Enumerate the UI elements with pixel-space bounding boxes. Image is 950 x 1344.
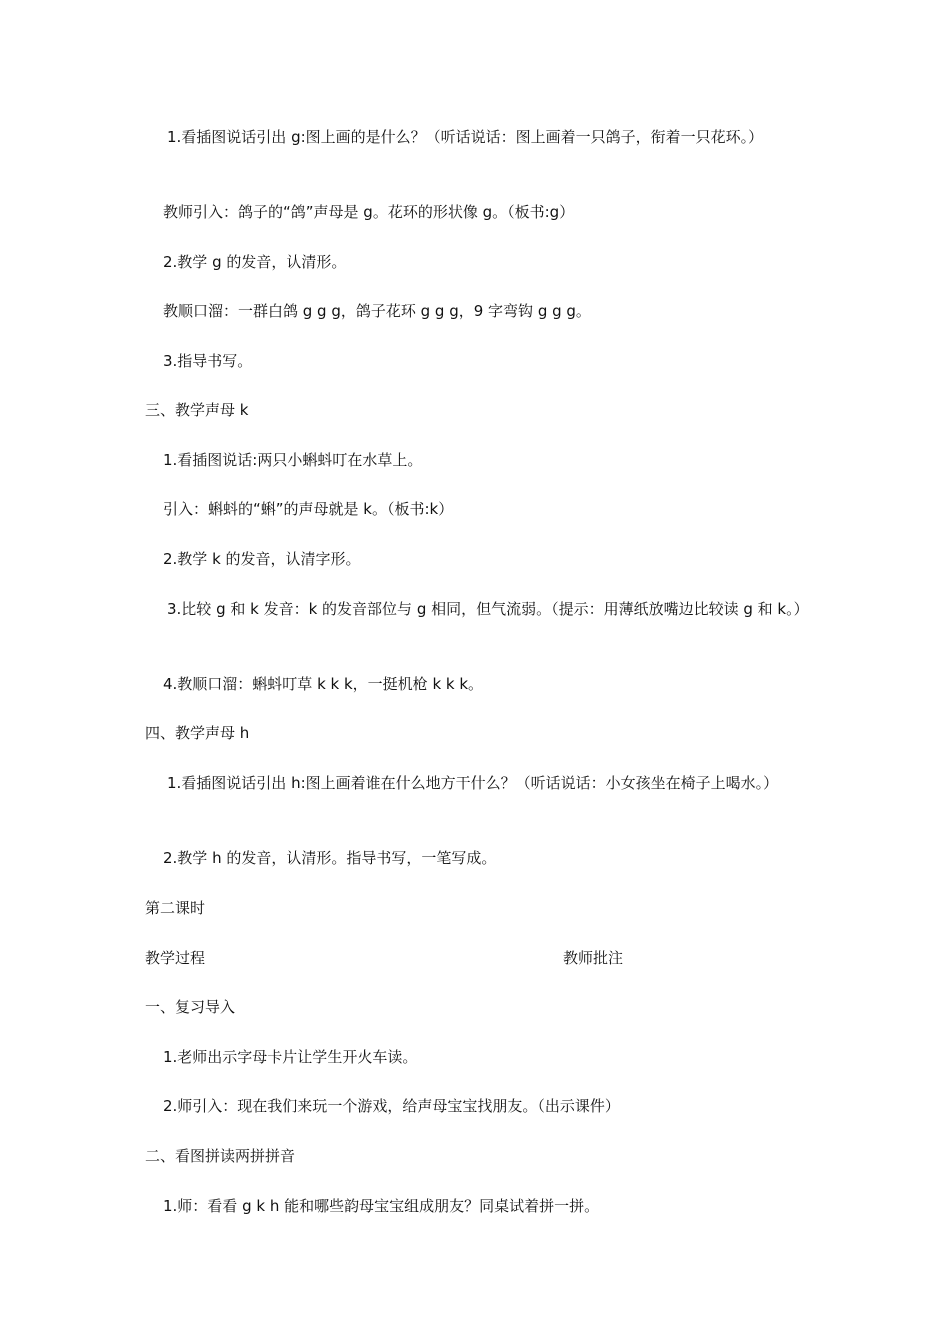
paragraph-12: 2.教学 h 的发音，认清形。指导书写，一笔写成。: [163, 849, 497, 867]
paragraph-10: 4.教顺口溜：蝌蚪叮草 k k k，一挺机枪 k k k。: [163, 675, 484, 693]
paragraph-3: 2.教学 g 的发音，认清形。: [163, 253, 347, 271]
lesson-heading-second: 第二课时: [145, 899, 206, 917]
section-heading-h: 四、教学声母 h: [145, 724, 250, 742]
paragraph-4: 教顺口溜：一群白鸽 g g g，鸽子花环 g g g，9 字弯钩 g g g。: [163, 302, 591, 320]
paragraph-14: 2.师引入：现在我们来玩一个游戏，给声母宝宝找朋友。（出示课件）: [163, 1097, 620, 1115]
column-heading-notes: 教师批注: [563, 949, 624, 967]
paragraph-8: 2.教学 k 的发音，认清字形。: [163, 550, 361, 568]
paragraph-15: 1.师：看看 g k h 能和哪些韵母宝宝组成朋友？同桌试着拼一拼。: [163, 1197, 600, 1215]
paragraph-1: 1.看插图说话引出 g:图上画的是什么？（听话说话：图上画着一只鸽子，衔着一只花环。）: [167, 128, 764, 146]
column-heading-process: 教学过程: [145, 949, 206, 967]
section-heading-k: 三、教学声母 k: [145, 401, 249, 419]
paragraph-11: 1.看插图说话引出 h:图上画着谁在什么地方干什么？（听话说话：小女孩坐在椅子上喝水。）: [167, 774, 779, 792]
paragraph-13: 1.老师出示字母卡片让学生开火车读。: [163, 1048, 418, 1066]
paragraph-7: 引入：蝌蚪的“蝌”的声母就是 k。（板书:k）: [163, 500, 454, 518]
paragraph-5: 3.指导书写。: [163, 352, 253, 370]
paragraph-6: 1.看插图说话:两只小蝌蚪叮在水草上。: [163, 451, 423, 469]
paragraph-2: 教师引入：鸽子的“鸽”声母是 g。花环的形状像 g。（板书:g）: [163, 203, 575, 221]
paragraph-9: 3.比较 g 和 k 发音：k 的发音部位与 g 相同，但气流弱。（提示：用薄纸放嘴边比较读 g 和 k。）: [167, 600, 809, 618]
section-heading-review: 一、复习导入: [145, 998, 236, 1016]
section-heading-pinyin: 二、看图拼读两拼拼音: [145, 1147, 296, 1165]
